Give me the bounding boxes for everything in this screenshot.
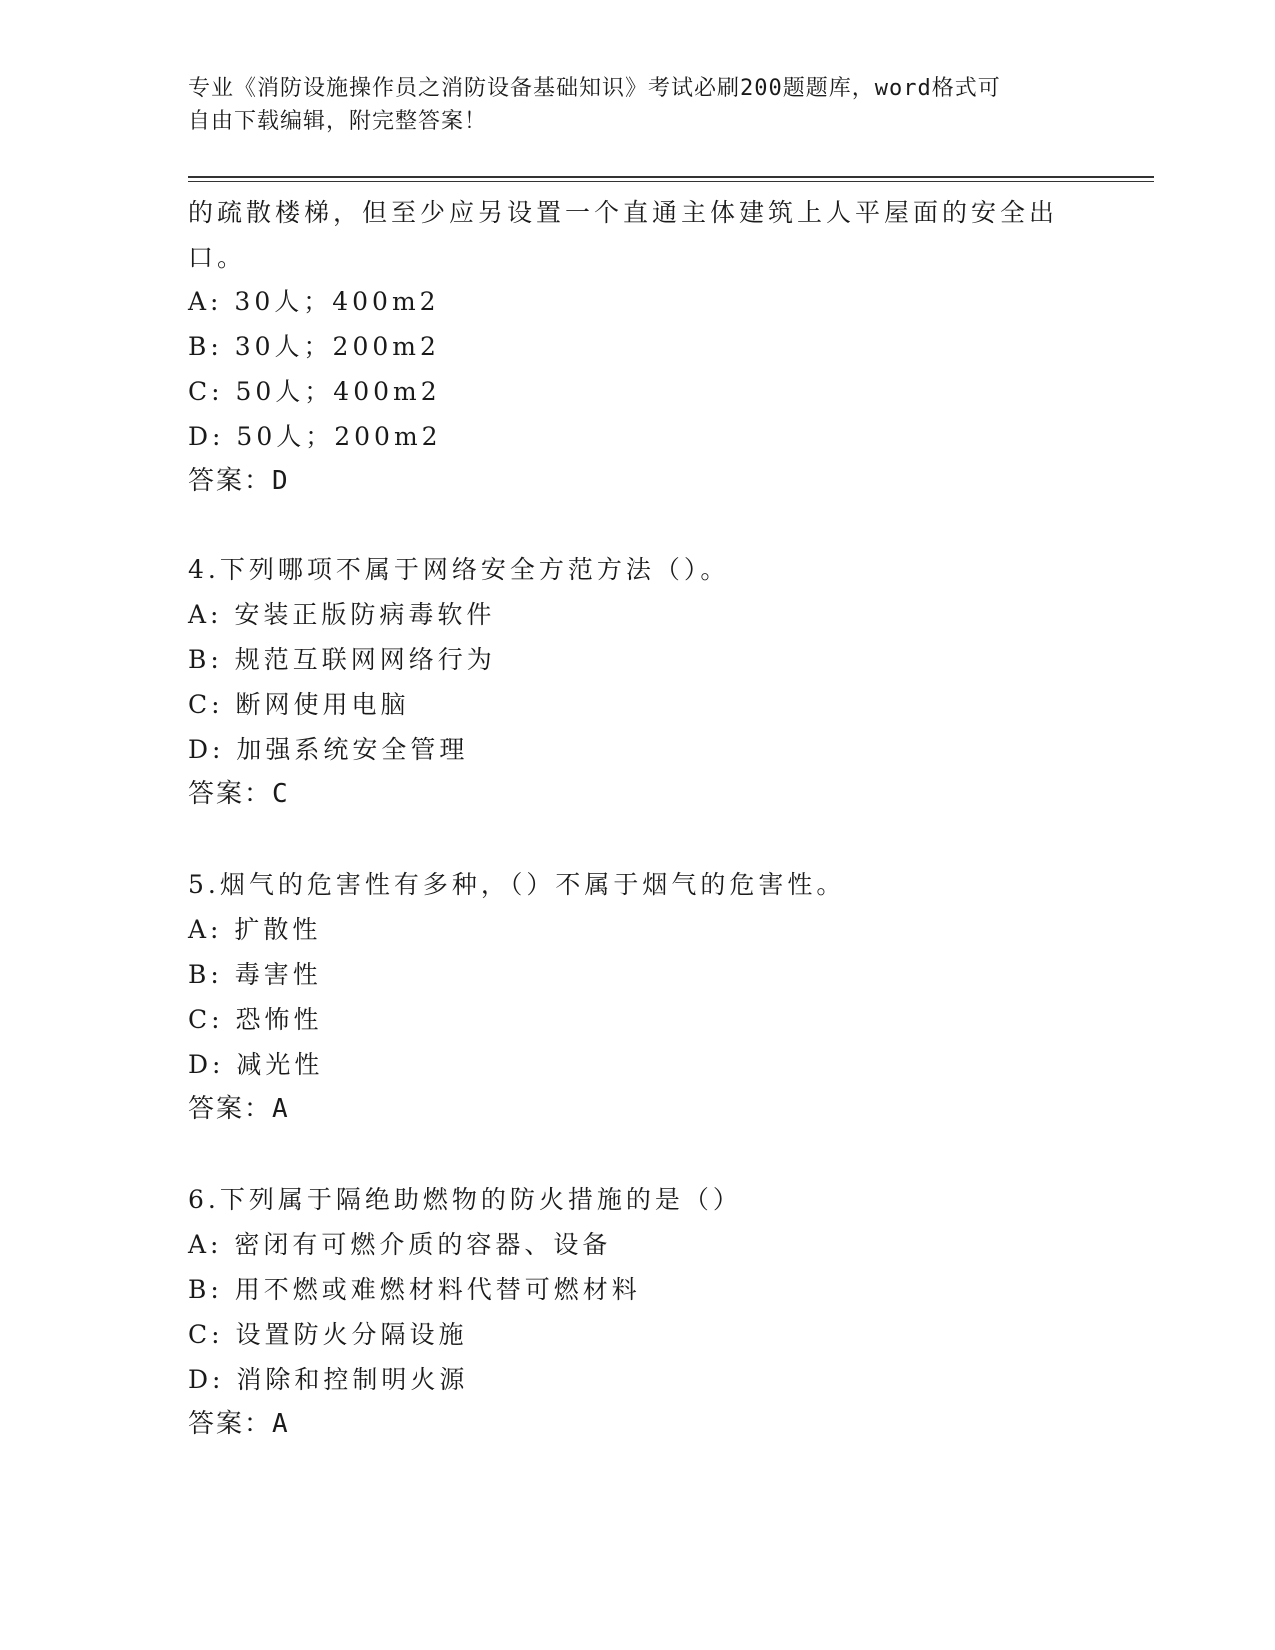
q4-option-b: B: 规范互联网网络行为 [188,645,496,674]
q3-option-b: B: 30人；200m2 [188,332,440,361]
q5-option-a: A: 扩散性 [188,915,322,944]
q5-question: 5.烟气的危害性有多种，（）不属于烟气的危害性。 [188,870,846,899]
question-3-continuation [188,190,1088,280]
q5-option-b: B: 毒害性 [188,960,322,989]
q6-option-d: D: 消除和控制明火源 [188,1365,469,1394]
q3-option-c: C: 50人；400m2 [188,377,441,406]
q3-option-a: A: 30人；400m2 [188,287,440,316]
header-line-1: 专业《消防设施操作员之消防设备基础知识》考试必刷200题题库，word格式可 [188,76,1001,101]
q5-option-c: C: 恐怖性 [188,1005,323,1034]
q5-option-d: D: 减光性 [188,1050,324,1079]
q6-question: 6.下列属于隔绝助燃物的防火措施的是（） [188,1185,742,1214]
document-header [188,72,1068,138]
q4-answer: 答案：C [188,779,290,809]
continuation-line-1: 的疏散楼梯，但至少应另设置一个直通主体建筑上人平屋面的安全出 [188,198,1059,227]
header-divider-thick [188,176,1154,178]
q5-answer: 答案：A [188,1094,290,1124]
q4-option-a: A: 安装正版防病毒软件 [188,600,496,629]
q6-option-c: C: 设置防火分隔设施 [188,1320,468,1349]
q3-option-d: D: 50人；200m2 [188,422,442,451]
header-divider-thin [188,181,1154,182]
continuation-line-2: 口。 [188,243,247,272]
q6-option-b: B: 用不燃或难燃材料代替可燃材料 [188,1275,641,1304]
q4-question: 4.下列哪项不属于网络安全方范方法（）。 [188,555,730,584]
q6-option-a: A: 密闭有可燃介质的容器、设备 [188,1230,612,1259]
header-line-2: 自由下载编辑，附完整答案！ [188,109,488,134]
q4-option-c: C: 断网使用电脑 [188,690,410,719]
q3-answer: 答案：D [188,466,290,496]
q6-answer: 答案：A [188,1409,290,1439]
q4-option-d: D: 加强系统安全管理 [188,735,469,764]
